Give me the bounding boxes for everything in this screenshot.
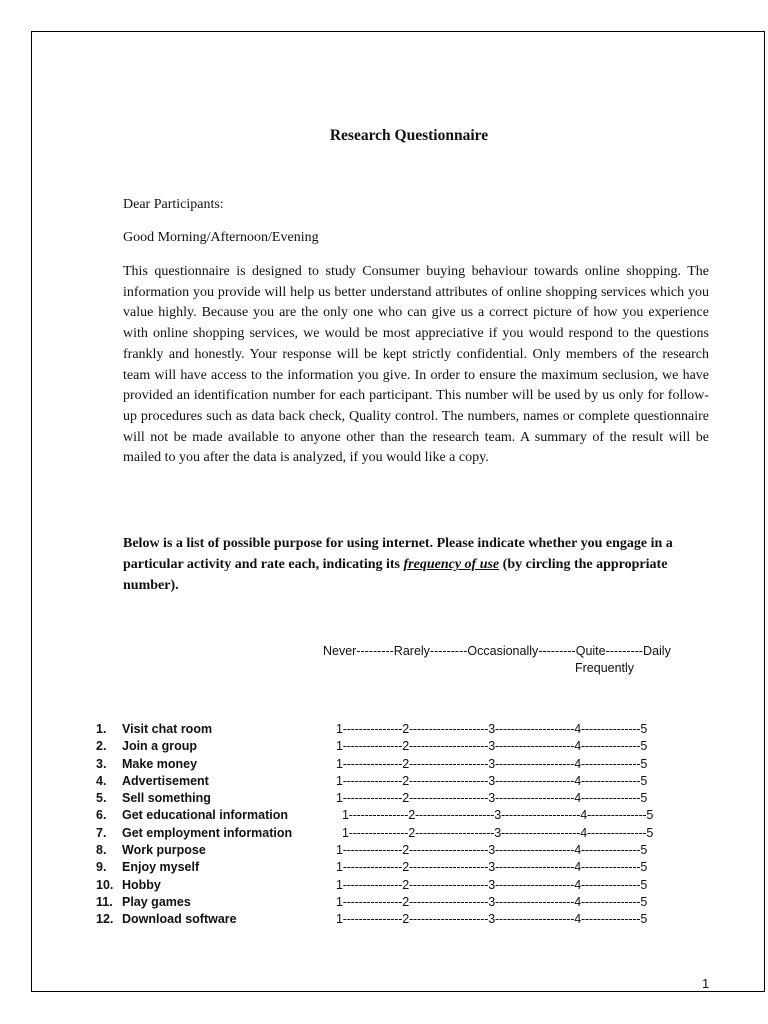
item-number: 12. — [96, 912, 114, 927]
item-number: 2. — [96, 739, 107, 754]
item-label: Visit chat room — [122, 722, 213, 736]
page-number: 1 — [702, 976, 710, 991]
salutation: Dear Participants: — [123, 197, 224, 212]
rating-scale[interactable]: 1---------------2--------------------3--------------------4---------------5 — [336, 843, 648, 858]
rating-scale[interactable]: 1---------------2--------------------3--------------------4---------------5 — [336, 722, 648, 736]
rating-scale[interactable]: 1---------------2--------------------3--------------------4---------------5 — [336, 791, 648, 806]
instruction-text — [123, 533, 709, 596]
rating-scale[interactable]: 1---------------2--------------------3--------------------4---------------5 — [336, 912, 648, 927]
item-label: Sell something — [122, 791, 211, 806]
item-label: Make money — [122, 756, 198, 771]
rating-scale[interactable]: 1---------------2--------------------3--------------------4---------------5 — [336, 860, 648, 875]
page-title: Research Questionnaire — [329, 127, 489, 144]
item-label: Advertisement — [122, 773, 209, 788]
scale-header: Never---------Rarely---------Occasionally---------Quite---------Daily — [323, 644, 671, 658]
instruction-emphasis: frequency of use — [403, 557, 500, 572]
document-page — [31, 31, 765, 992]
intro-paragraph: This questionnaire is designed to study Consumer buying behaviour towards online shopping. The information you provide will help us better understand attributes of online shopping services which you value highly. Because you are the only one who can give us a correct picture of how you experience with online shopping services, we would be most appreciative if you would respond to the questions frankly and honestly. Your response will be kept strictly confidential. Only members of the research team will have access to the information you give. In order to ensure the maximum seclusion, we have provided an identification number for each participant. This number will be used by us only for follow-up procedures such as data back check, Quality control. The numbers, names or complete questionnaire will not be made available to anyone other than the research team. A summary of the result will be mailed to you after the data is analyzed, if you would like a copy. — [123, 264, 709, 466]
item-number: 11. — [96, 894, 113, 909]
item-label: Enjoy myself — [122, 860, 200, 875]
item-label: Play games — [122, 894, 191, 909]
item-label: Hobby — [122, 877, 161, 892]
item-number: 6. — [96, 808, 107, 823]
item-number: 7. — [96, 825, 107, 840]
rating-scale[interactable]: 1---------------2--------------------3--------------------4---------------5 — [336, 877, 648, 892]
rating-scale[interactable]: 1---------------2--------------------3--------------------4---------------5 — [336, 773, 648, 788]
item-number: 4. — [96, 773, 107, 788]
item-label: Get employment information — [122, 825, 293, 840]
item-number: 3. — [96, 756, 107, 771]
instruction-before: Below is a list of possible purpose for using internet. Please indicate whether you engage in a particular activity and rate each, indicating its — [123, 536, 673, 572]
item-number: 5. — [96, 791, 107, 806]
rating-scale[interactable]: 1---------------2--------------------3--------------------4---------------5 — [336, 756, 648, 771]
rating-scale[interactable]: 1---------------2--------------------3--------------------4---------------5 — [336, 894, 648, 909]
item-label: Get educational information — [122, 808, 288, 823]
scale-header-frequently: Frequently — [575, 661, 635, 675]
item-number: 1. — [96, 722, 107, 736]
item-label: Join a group — [122, 739, 197, 754]
instruction-after: (by circling the appropriate number). — [123, 557, 668, 593]
item-number: 9. — [96, 860, 107, 875]
greeting: Good Morning/Afternoon/Evening — [123, 230, 319, 245]
rating-scale[interactable]: 1---------------2--------------------3--------------------4---------------5 — [336, 739, 648, 754]
item-number: 8. — [96, 843, 107, 858]
rating-scale[interactable]: 1---------------2--------------------3--------------------4---------------5 — [342, 808, 654, 823]
item-label: Work purpose — [122, 843, 206, 858]
item-label: Download software — [122, 912, 237, 927]
rating-scale[interactable]: 1---------------2--------------------3--------------------4---------------5 — [342, 825, 654, 840]
item-number: 10. — [96, 877, 114, 892]
